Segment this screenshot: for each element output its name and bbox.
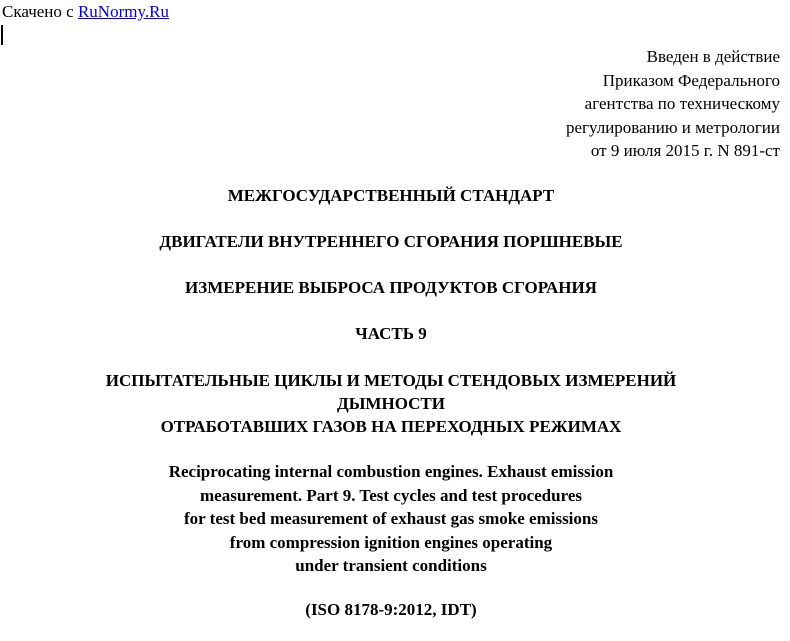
approval-line: от 9 июля 2015 г. N 891-ст: [590, 141, 780, 160]
part-title: [0, 369, 782, 438]
standard-type-heading: МЕЖГОСУДАРСТВЕННЫЙ СТАНДАРТ: [227, 186, 555, 205]
download-prefix: Скачено с: [2, 2, 78, 21]
english-title-line: measurement. Part 9. Test cycles and test procedures: [200, 485, 582, 505]
iso-reference: (ISO 8178-9:2012, IDT): [305, 600, 477, 619]
text-cursor: [1, 25, 3, 45]
approval-line: агентства по техническому: [584, 94, 780, 113]
approval-line: регулированию и метрологии: [565, 117, 780, 137]
part-title-line: ИСПЫТАТЕЛЬНЫЕ ЦИКЛЫ И МЕТОДЫ СТЕНДОВЫХ ИЗМЕРЕНИЙ: [105, 371, 677, 390]
sub-title: ИЗМЕРЕНИЕ ВЫБРОСА ПРОДУКТОВ СГОРАНИЯ: [185, 278, 597, 297]
english-title-line: under transient conditions: [295, 556, 487, 575]
main-title: ДВИГАТЕЛИ ВНУТРЕННЕГО СГОРАНИЯ ПОРШНЕВЫЕ: [159, 232, 623, 251]
download-source-line: [2, 2, 169, 22]
runormy-link[interactable]: RuNormy.Ru: [77, 2, 169, 21]
approval-line: Введен в действие: [646, 47, 780, 66]
part-title-line: ДЫМНОСТИ: [337, 394, 445, 413]
english-title-line: for test bed measurement of exhaust gas smoke emissions: [184, 509, 598, 528]
english-title: [0, 460, 782, 578]
part-number: ЧАСТЬ 9: [355, 324, 427, 343]
english-title-line: Reciprocating internal combustion engines. Exhaust emission: [168, 462, 614, 481]
approval-block: [566, 45, 780, 163]
english-title-line: from compression ignition engines operating: [229, 532, 553, 552]
part-title-line: ОТРАБОТАВШИХ ГАЗОВ НА ПЕРЕХОДНЫХ РЕЖИМАХ: [160, 417, 622, 436]
approval-line: Приказом Федерального: [602, 70, 780, 90]
